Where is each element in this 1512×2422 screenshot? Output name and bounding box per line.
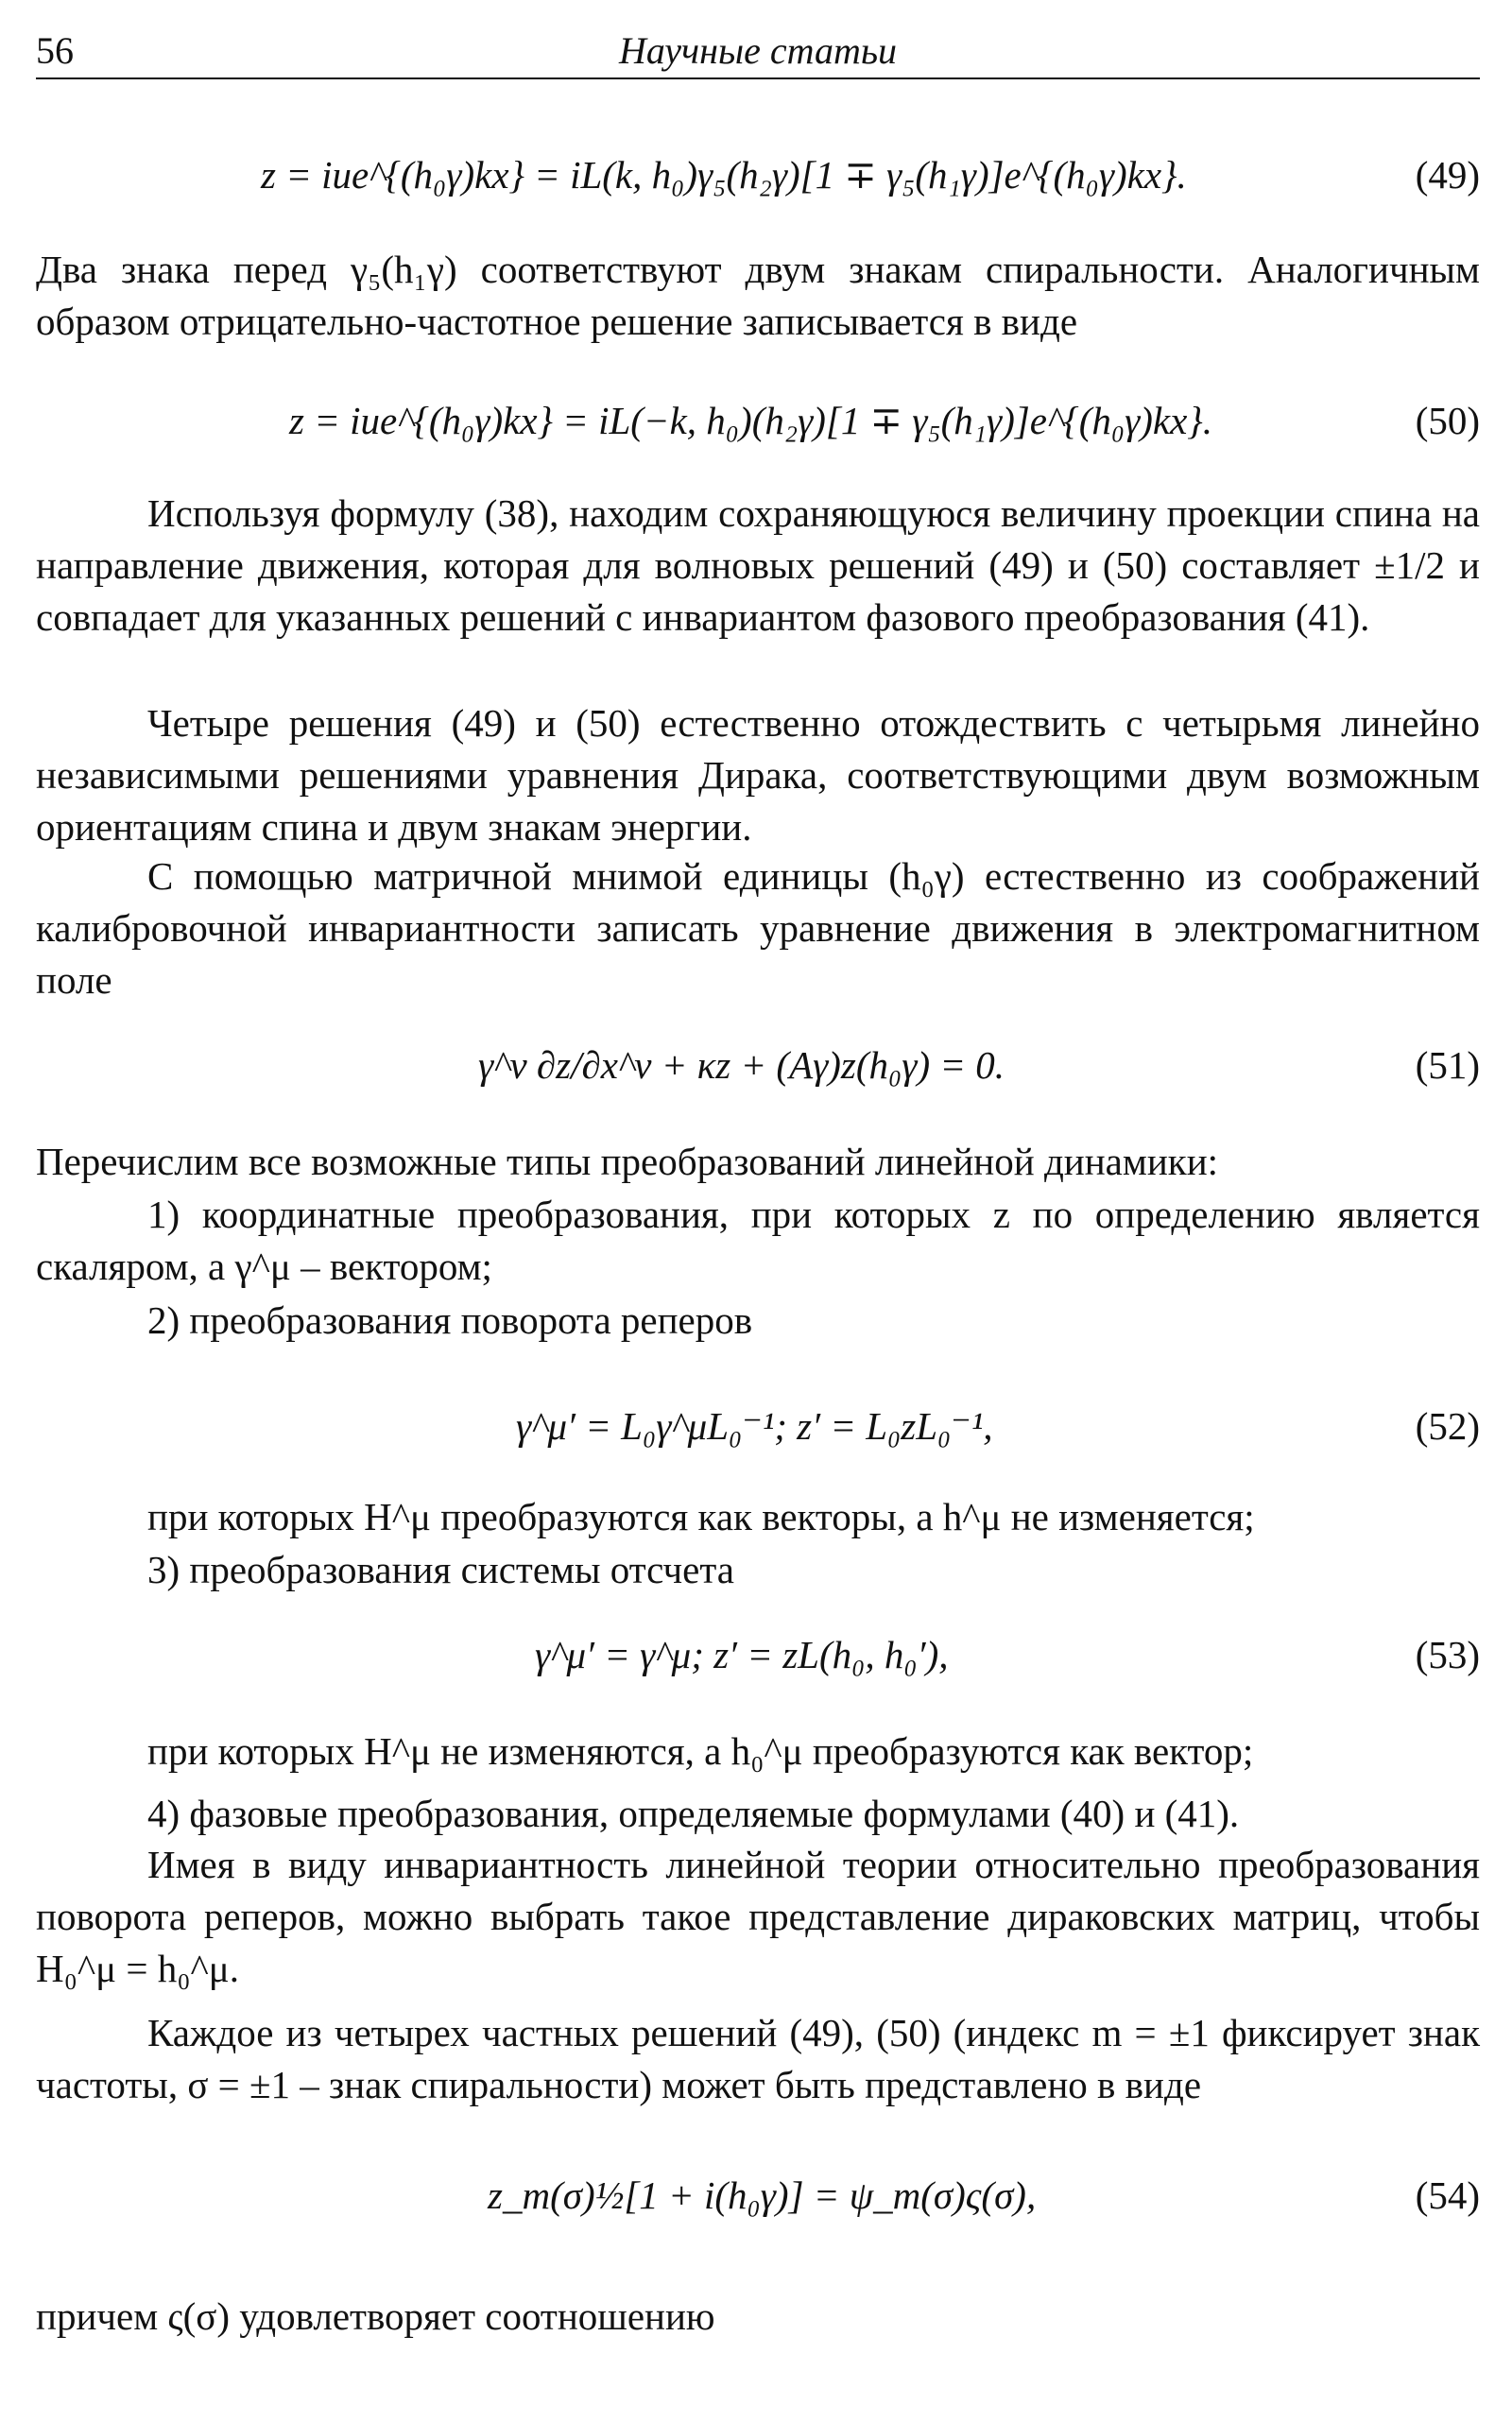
list-item: 1) координатные преобразования, при которых z по определению является скаляром, а γ^μ – вектором;	[36, 1193, 1480, 1288]
paragraph: Два знака перед γ₅(h₁γ) соответствуют двум знакам спиральности. Аналогичным образом отрицательно-частотное решение записывается в виде	[36, 248, 1480, 343]
equation-number: (54)	[1415, 2173, 1480, 2217]
equation-number: (51)	[1415, 1043, 1480, 1087]
paragraph: Каждое из четырех частных решений (49), (50) (индекс m = ±1 фиксирует знак частоты, σ = ±1 – знак спиральности) может быть представлено в виде	[36, 2011, 1480, 2106]
equation-body: z = iue^{(h₀γ)kx} = iL(−k, h₀)(h₂γ)[1 ∓ γ₅(h₁γ)]e^{(h₀γ)kx}.	[289, 399, 1212, 442]
equation-number: (49)	[1415, 153, 1480, 197]
list-item: 2) преобразования поворота реперов	[147, 1298, 753, 1342]
equation-body: γ^μ′ = γ^μ; z′ = zL(h₀, h₀′),	[535, 1633, 949, 1676]
paragraph: Четыре решения (49) и (50) естественно отождествить с четырьмя линейно независимыми решениями уравнения Дирака, соответствующими двум возможным ориентациям спина и двум знакам энергии.	[36, 701, 1480, 849]
equation-body: γ^ν ∂z/∂x^ν + κz + (Aγ)z(h₀γ) = 0.	[478, 1043, 1005, 1087]
paragraph: при которых H^μ не изменяются, а h₀^μ преобразуются как вектор;	[147, 1729, 1254, 1773]
equation-51	[36, 1032, 1480, 1098]
page-header	[36, 26, 1480, 79]
equation-number: (50)	[1415, 399, 1480, 442]
equation-53	[36, 1622, 1480, 1688]
paragraph: Используя формулу (38), находим сохраняющуюся величину проекции спина на направление движения, которая для волновых решений (49) и (50) составляет ±1/2 и совпадает для указанных решений с инвариантом фазового преобразования (41).	[36, 491, 1480, 639]
list-item: 4) фазовые преобразования, определяемые формулами (40) и (41).	[147, 1792, 1240, 1835]
equation-50	[36, 387, 1480, 454]
equation-number: (53)	[1415, 1633, 1480, 1676]
equation-number: (52)	[1415, 1404, 1480, 1448]
paragraph: при которых H^μ преобразуются как векторы, а h^μ не изменяется;	[147, 1495, 1255, 1538]
paragraph: Имея в виду инвариантность линейной теории относительно преобразования поворота реперов, можно выбрать такое представление дираковских матриц, чтобы H₀^μ = h₀^μ.	[36, 1843, 1480, 1990]
page-number: 56	[36, 29, 74, 72]
equation-body: z = iue^{(h₀γ)kx} = iL(k, h₀)γ₅(h₂γ)[1 ∓ γ₅(h₁γ)]e^{(h₀γ)kx}.	[261, 153, 1187, 197]
equation-body: γ^μ′ = L₀γ^μL₀⁻¹; z′ = L₀zL₀⁻¹,	[516, 1404, 993, 1448]
paragraph: причем ς(σ) удовлетворяет соотношению	[36, 2294, 715, 2338]
paragraph: С помощью матричной мнимой единицы (h₀γ) естественно из соображений калибровочной инвариантности записать уравнение движения в электромагнитном поле	[36, 854, 1480, 1002]
equation-body: z_m(σ)½[1 + i(h₀γ)] = ψ_m(σ)ς(σ),	[488, 2173, 1037, 2217]
paragraph: Перечислим все возможные типы преобразований линейной динамики:	[36, 1140, 1219, 1183]
list-item: 3) преобразования системы отсчета	[147, 1548, 734, 1591]
equation-52	[36, 1393, 1480, 1459]
equation-54	[36, 2162, 1480, 2228]
running-title: Научные статьи	[618, 29, 898, 72]
equation-49	[36, 142, 1480, 208]
